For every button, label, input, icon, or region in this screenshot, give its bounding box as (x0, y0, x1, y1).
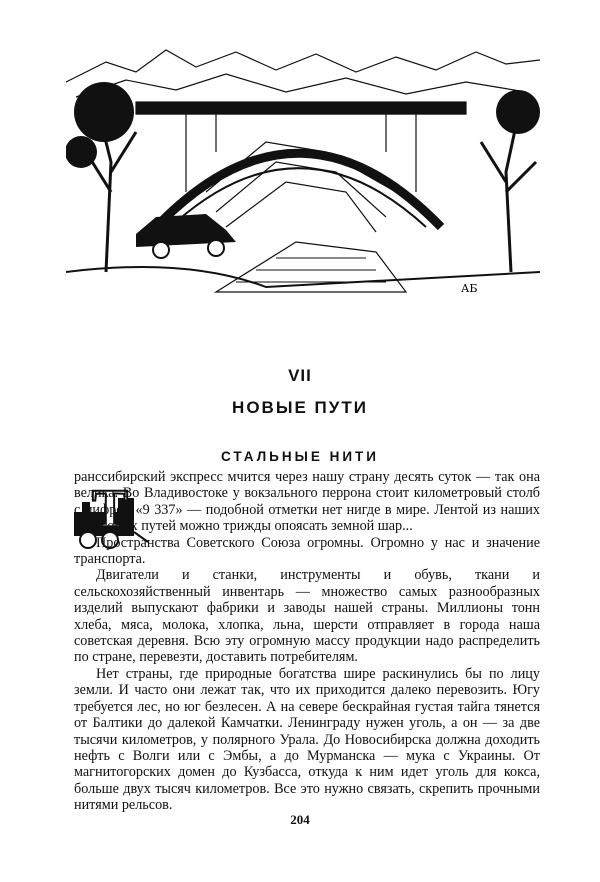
body-text (74, 469, 540, 814)
paragraph: Пространства Советского Союза огромны. Огромно у нас и значение транспорта. (74, 534, 540, 568)
illustration-signature: АБ (461, 282, 478, 295)
paragraph: Нет страны, где природные богатства шире раскинулись бы по лицу земли. И часто они лежат так, что их приходится далеко перевозить. Югу требуется лес, но юг безлесен. А на севере бескрайная густая тайга тянется от Балтики до далекой Камчатки. Ленинграду нужен уголь, а он — за две тысячи километров, у полярного Урала. До Новосибирска должна доходить нефть с Волги или с Эмбы, а до Мурманска — мука с Украины. От магнитогорских домен до Кузбасса, откуда к ним идет уголь для кокса, больше двух тысяч километров. Все это нужно связать, скрепить прочными нитями рельсов. (74, 665, 540, 814)
chapter-title: НОВЫЕ ПУТИ (232, 398, 368, 417)
paragraph: Двигатели и станки, инструменты и обувь, ткани и сельскохозяйственный инвентарь — множество самых разнообразных изделий выпускают фабрики и заводы нашей страны. Миллионы тонн хлеба, мяса, молока, хлопка, льна, шерсти отправляет в города наша советская деревня. Всю эту огромную массу продукции надо распределить по стране, перевезти, доставить потребителям. (74, 567, 540, 666)
paragraph: ранссибирский экспресс мчится через нашу страну десять суток — так она велика. Во Владивостоке у вокзального перрона стоит километровый столб с цифрой «9 337» — подобной отметки нет нигде в мире. Лентой из наших рельсовых путей можно трижды опоясать земной шар... (74, 469, 540, 535)
bridge-illustration (66, 42, 540, 304)
chapter-number: VII (288, 366, 312, 385)
page-number: 204 (290, 812, 310, 827)
dropcap-letter: Т (92, 478, 129, 538)
section-title: СТАЛЬНЫЕ НИТИ (220, 449, 380, 464)
